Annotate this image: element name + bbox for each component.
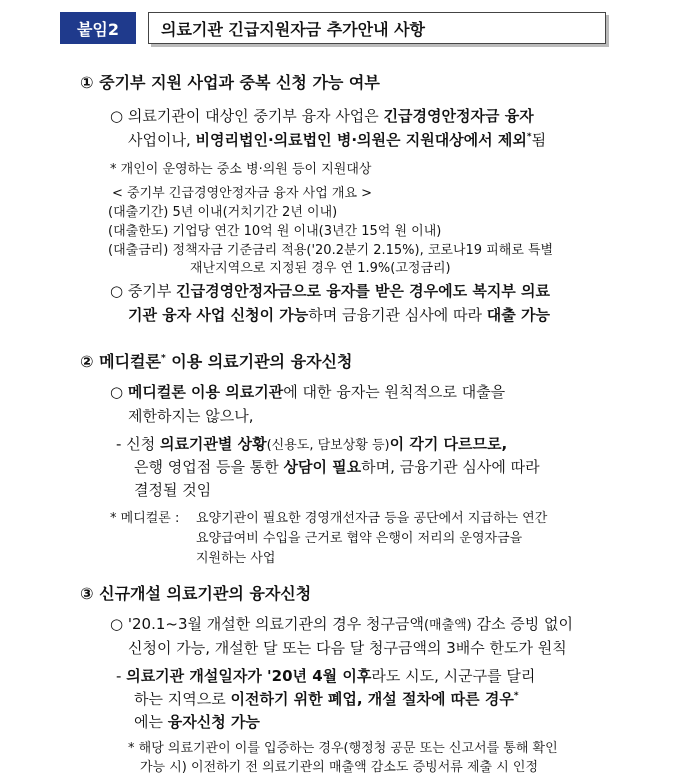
loan-overview-title: < 중기부 긴급경영안정자금 융자 사업 개요 > bbox=[112, 186, 373, 201]
section-3-number: ③ bbox=[80, 584, 94, 603]
text: '20.1~3월 개설한 의료기관의 경우 청구금액 bbox=[127, 615, 424, 633]
text-bold: 메디컬론 이용 의료기관 bbox=[127, 383, 284, 401]
text-bold: 이 각기 다르므로, bbox=[389, 435, 508, 453]
loan-row-limit bbox=[108, 220, 441, 239]
section-2-title-post: 이용 의료기관의 융자신청 bbox=[165, 352, 353, 371]
attachment-tag: 붙임2 bbox=[60, 12, 136, 44]
section-1-bullet-2-line-2 bbox=[128, 304, 550, 325]
dash-marker: - bbox=[116, 667, 122, 685]
section-2-heading bbox=[80, 349, 352, 372]
text-bold: 의료기관 개설일자가 '20년 4월 이후 bbox=[126, 667, 372, 685]
section-3-dash-line-1 bbox=[116, 665, 535, 686]
text-bold: 의료기관별 상황 bbox=[159, 435, 267, 453]
text: 에는 bbox=[134, 713, 168, 731]
section-1-note: * 개인이 운영하는 중소 병·의원 등이 지원대상 bbox=[110, 162, 372, 177]
bullet-marker: ○ bbox=[110, 383, 124, 401]
text: 감소 증빙 없이 bbox=[471, 615, 574, 633]
footnote-mark: * bbox=[513, 691, 519, 701]
text-bold: 기관 융자 사업 신청이 가능 bbox=[128, 306, 309, 324]
section-2-dash-line-3: 결정될 것임 bbox=[134, 481, 212, 499]
section-2-title-pre: 메디컬론 bbox=[99, 352, 161, 371]
text-bold: 비영리법인·의료법인 병·의원은 지원대상에서 제외 bbox=[195, 131, 527, 149]
row-text: 기업당 연간 10억 원 이내(3년간 15억 원 이내) bbox=[172, 224, 442, 239]
section-3-heading bbox=[80, 581, 311, 604]
section-3-note-line-1: * 해당 의료기관이 이를 입증하는 경우(행정청 공문 또는 신고서를 통해 확인 bbox=[128, 741, 558, 756]
text-small: (신용도, 담보상황 등) bbox=[266, 438, 390, 453]
text: 에 대한 융자는 원칙적으로 대출을 bbox=[283, 383, 506, 401]
section-1-number: ① bbox=[80, 73, 94, 92]
text-bold: 융자신청 가능 bbox=[167, 713, 260, 731]
section-2-bullet-1-line-2: 제한하지는 않으나, bbox=[128, 407, 254, 425]
text: 사업이나, bbox=[128, 131, 196, 149]
text-bold: 대출 가능 bbox=[486, 306, 550, 324]
section-2-dash-line-2 bbox=[134, 456, 540, 477]
dash-marker: - bbox=[116, 435, 122, 453]
document-title: 의료기관 긴급지원자금 추가안내 사항 bbox=[148, 12, 606, 44]
text-bold: 이전하기 위한 폐업, 개설 절차에 따른 경우 bbox=[230, 690, 514, 708]
text: 신청 bbox=[126, 435, 160, 453]
section-2-bullet-1-line-1 bbox=[110, 381, 505, 402]
loan-row-rate bbox=[108, 239, 553, 258]
text-bold: 긴급경영안정자금 융자 bbox=[383, 107, 534, 125]
section-2-note-line-1: 요양기관이 필요한 경영개선자금 등을 공단에서 지급하는 연간 bbox=[196, 511, 548, 526]
section-3-note-line-2: 가능 시) 이전하기 전 의료기관의 매출액 감소도 증빙서류 제출 시 인정 bbox=[140, 760, 539, 775]
section-2-number: ② bbox=[80, 352, 94, 371]
section-2-dash-line-1 bbox=[116, 433, 507, 454]
text-small: (매출액) bbox=[423, 618, 472, 633]
row-label: (대출한도) bbox=[108, 224, 169, 239]
text: 됨 bbox=[531, 131, 547, 149]
section-1-title: 중기부 지원 사업과 중복 신청 가능 여부 bbox=[99, 73, 380, 92]
text: 하는 지역으로 bbox=[134, 690, 231, 708]
text-bold: 상담이 필요 bbox=[283, 458, 362, 476]
section-2-note-line-2: 요양급여비 수입을 근거로 협약 은행이 저리의 운영자금을 bbox=[196, 531, 523, 546]
section-1-bullet-2-line-1 bbox=[110, 280, 550, 301]
section-3-bullet-1-line-2: 신청이 가능, 개설한 달 또는 다음 달 청구금액의 3배수 한도가 원칙 bbox=[128, 639, 567, 657]
section-2-note-line-3: 지원하는 사업 bbox=[196, 551, 276, 566]
section-3-dash-line-3 bbox=[134, 711, 260, 732]
bullet-marker: ○ bbox=[110, 107, 124, 125]
section-3-bullet-1-line-1 bbox=[110, 613, 573, 634]
section-1-heading bbox=[80, 70, 380, 93]
row-label: (대출기간) bbox=[108, 205, 169, 220]
bullet-marker: ○ bbox=[110, 615, 124, 633]
text: 은행 영업점 등을 통한 bbox=[134, 458, 284, 476]
loan-row-period bbox=[108, 201, 337, 220]
text: 하며 금융기관 심사에 따라 bbox=[308, 306, 487, 324]
section-1-bullet-1-line-1 bbox=[110, 105, 534, 126]
row-text: 5년 이내(거치기간 2년 이내) bbox=[172, 205, 338, 220]
bullet-marker: ○ bbox=[110, 282, 124, 300]
footnote-mark: * bbox=[160, 353, 166, 364]
text: 중기부 bbox=[127, 282, 177, 300]
text: 라도 시도, 시군구를 달리 bbox=[371, 667, 536, 685]
section-3-dash-line-2 bbox=[134, 688, 519, 709]
row-label: (대출금리) bbox=[108, 243, 169, 258]
text-bold: 긴급경영안정자금으로 융자를 받은 경우에도 복지부 의료 bbox=[176, 282, 550, 300]
loan-row-rate-cont: 재난지역으로 지정된 경우 연 1.9%(고정금리) bbox=[190, 261, 451, 276]
section-1-bullet-1-line-2 bbox=[128, 129, 546, 150]
row-text: 정책자금 기준금리 적용('20.2분기 2.15%), 코로나19 피해로 특별 bbox=[172, 243, 554, 258]
section-2-note-label: * 메디컬론 : bbox=[110, 511, 180, 526]
section-3-title: 신규개설 의료기관의 융자신청 bbox=[99, 584, 312, 603]
text: 의료기관이 대상인 중기부 융자 사업은 bbox=[127, 107, 384, 125]
text: 하며, 금융기관 심사에 따라 bbox=[361, 458, 540, 476]
footnote-mark: * bbox=[526, 132, 532, 142]
